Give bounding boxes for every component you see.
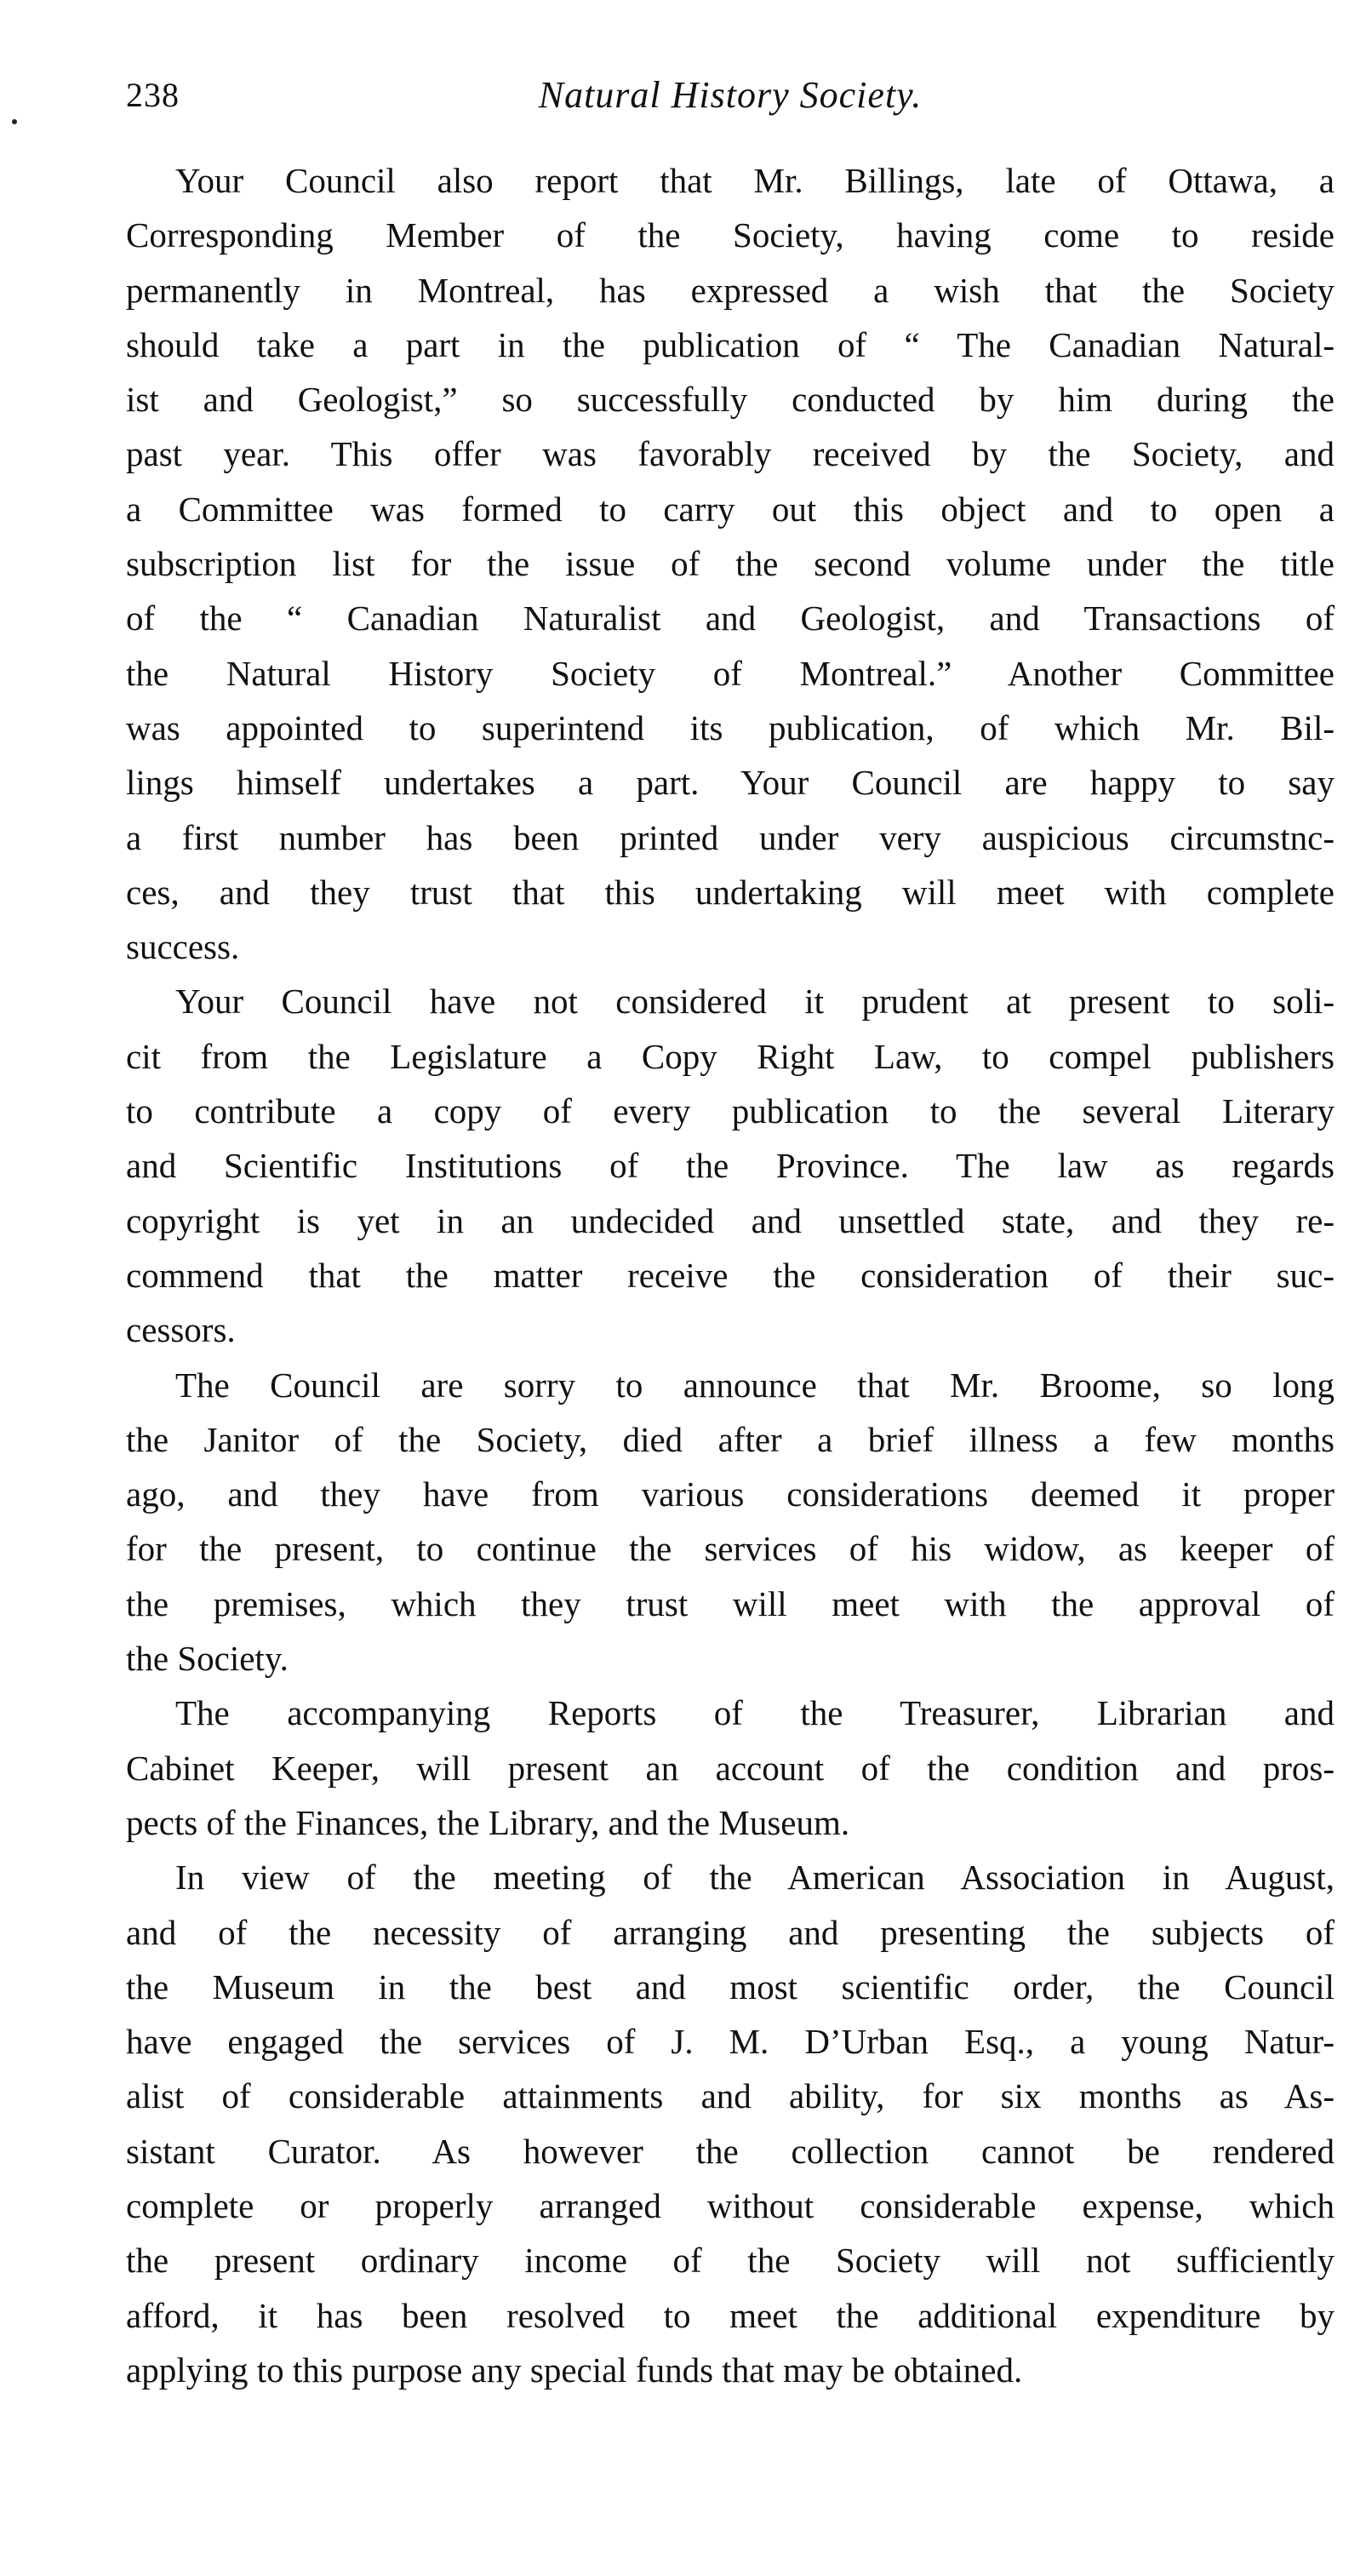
text-line: the Museum in the best and most scientific order, the Council (126, 1966, 1335, 2006)
text-line: permanently in Montreal, has expressed a wish that the Society (126, 270, 1335, 310)
text-line: cessors. (126, 1310, 236, 1350)
text-line: cit from the Legislature a Copy Right Law, to compel publishers (126, 1036, 1335, 1076)
text-line: the present ordinary income of the Society will not sufficiently (126, 2241, 1335, 2281)
text-line: subscription list for the issue of the second volume under the title (126, 544, 1335, 584)
text-line: The accompanying Reports of the Treasurer, Librarian and (175, 1693, 1335, 1733)
text-line: past year. This offer was favorably received by the Society, and (126, 434, 1335, 474)
text-line: In view of the meeting of the American Association in August, (175, 1858, 1335, 1898)
text-line: Your Council have not considered it prudent at present to soli- (175, 982, 1335, 1022)
text-line: ist and Geologist,” so successfully conducted by him during the (126, 380, 1335, 420)
text-line: commend that the matter receive the consideration of their suc- (126, 1255, 1335, 1295)
paragraph (126, 1358, 1335, 1686)
text-line: and Scientific Institutions of the Province. The law as regards (126, 1146, 1335, 1186)
text-line: the Natural History Society of Montreal.” Another Committee (126, 653, 1335, 693)
body-text (126, 153, 1335, 2397)
text-line: a first number has been printed under very auspicious circumstnc- (126, 817, 1335, 857)
text-line: of the “ Canadian Naturalist and Geologist, and Transactions of (126, 598, 1335, 638)
text-line: alist of considerable attainments and ability, for six months as As- (126, 2076, 1335, 2116)
text-line: have engaged the services of J. M. D’Urban Esq., a young Natur- (126, 2022, 1335, 2062)
page-number: 238 (126, 76, 180, 114)
text-line: to contribute a copy of every publication to the several Literary (126, 1091, 1335, 1131)
running-title: Natural History Society. (538, 74, 923, 116)
text-line: lings himself undertakes a part. Your Council are happy to say (126, 763, 1335, 803)
page-header (126, 73, 1335, 124)
text-line: Cabinet Keeper, will present an account of the condition and pros- (126, 1748, 1335, 1788)
text-line: ago, and they have from various considerations deemed it proper (126, 1474, 1335, 1514)
text-line: the Janitor of the Society, died after a brief illness a few months (126, 1419, 1335, 1459)
text-line: the Society. (126, 1639, 289, 1679)
scan-speck (12, 119, 17, 124)
text-line: the premises, which they trust will meet with the approval of (126, 1583, 1335, 1623)
paragraph (126, 1850, 1335, 2397)
text-line: ces, and they trust that this undertaking will meet with complete (126, 872, 1335, 912)
text-line: and of the necessity of arranging and presenting the subjects of (126, 1912, 1335, 1952)
text-line: afford, it has been resolved to meet the additional expenditure by (126, 2295, 1335, 2335)
text-line: for the present, to continue the services of his widow, as keeper of (126, 1529, 1335, 1569)
text-line: Your Council also report that Mr. Billings, late of Ottawa, a (175, 161, 1335, 200)
text-line: success. (126, 927, 240, 967)
text-line: was appointed to superintend its publication, of which Mr. Bil- (126, 707, 1335, 747)
text-line: complete or properly arranged without considerable expense, which (126, 2185, 1335, 2225)
text-line: should take a part in the publication of “ The Canadian Natural- (126, 324, 1335, 364)
text-line: pects of the Finances, the Library, and the Museum. (126, 1802, 850, 1842)
paragraph (126, 153, 1335, 974)
text-line: a Committee was formed to carry out this object and to open a (126, 489, 1335, 529)
paragraph (126, 974, 1335, 1357)
text-line: The Council are sorry to announce that Mr. Broome, so long (175, 1365, 1335, 1405)
paragraph (126, 1686, 1335, 1850)
text-line: applying to this purpose any special funds that may be obtained. (126, 2350, 1023, 2390)
text-line: sistant Curator. As however the collection cannot be rendered (126, 2131, 1335, 2171)
text-line: copyright is yet in an undecided and unsettled state, and they re- (126, 1200, 1335, 1240)
text-line: Corresponding Member of the Society, having come to reside (126, 215, 1335, 255)
